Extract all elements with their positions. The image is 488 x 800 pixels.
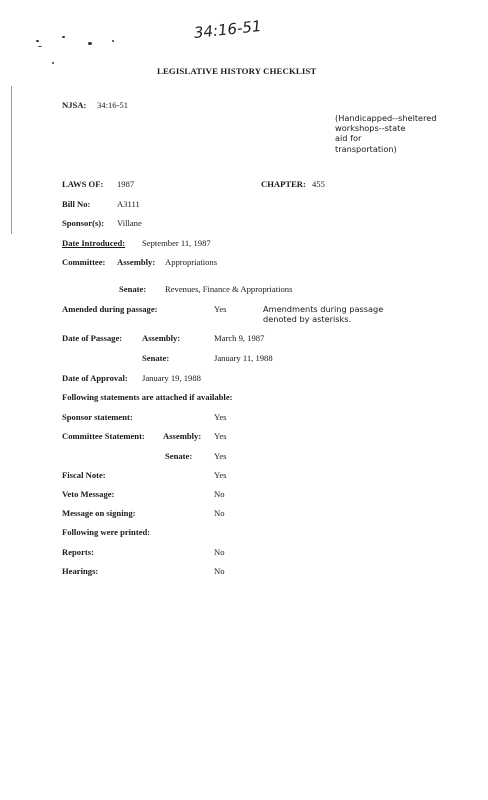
committee-statement-assembly-label: Assembly: xyxy=(163,431,202,441)
scan-speck xyxy=(36,40,39,42)
amended-value: Yes xyxy=(214,304,227,314)
committee-statement-assembly-value: Yes xyxy=(214,431,227,441)
bill-no-label: Bill No: xyxy=(62,199,91,209)
message-on-signing-value: No xyxy=(214,508,225,518)
committee-assembly-label: Assembly: xyxy=(117,257,156,267)
scan-speck xyxy=(112,40,114,42)
handwritten-reference: 34:16-51 xyxy=(193,16,263,42)
bill-no-value: A3111 xyxy=(117,199,140,209)
amended-note-line: Amendments during passage xyxy=(263,304,384,314)
amended-note xyxy=(263,304,403,324)
fiscal-note-label: Fiscal Note: xyxy=(62,470,106,480)
date-of-approval-value: January 19, 1988 xyxy=(142,373,201,383)
reports-value: No xyxy=(214,547,225,557)
date-introduced-value: September 11, 1987 xyxy=(142,238,211,248)
laws-of-label: LAWS OF: xyxy=(62,179,104,189)
passage-assembly-value: March 9, 1987 xyxy=(214,333,265,343)
subject-note-line: (Handicapped--sheltered xyxy=(335,113,437,123)
page-title: LEGISLATIVE HISTORY CHECKLIST xyxy=(157,66,317,76)
scan-edge-line xyxy=(11,86,12,234)
njsa-label: NJSA: xyxy=(62,100,87,110)
following-attached-heading: Following statements are attached if available: xyxy=(62,392,233,402)
committee-senate-label: Senate: xyxy=(119,284,147,294)
date-of-passage-label: Date of Passage: xyxy=(62,333,123,343)
subject-note-line: workshops--state xyxy=(335,123,406,134)
committee-senate-value: Revenues, Finance & Appropriations xyxy=(165,284,293,294)
date-introduced-label: Date Introduced: xyxy=(62,238,126,248)
subject-note-line: transportation) xyxy=(335,143,397,154)
committee-statement-senate-label: Senate: xyxy=(165,451,193,461)
scan-speck xyxy=(38,46,42,47)
chapter-value: 455 xyxy=(312,179,325,189)
date-of-approval-label: Date of Approval: xyxy=(62,373,128,383)
scan-speck xyxy=(62,36,65,38)
committee-statement-label: Committee Statement: xyxy=(62,431,145,441)
passage-assembly-label: Assembly: xyxy=(142,333,181,343)
veto-message-value: No xyxy=(214,489,225,499)
message-on-signing-label: Message on signing: xyxy=(62,508,136,518)
chapter-label: CHAPTER: xyxy=(261,179,306,189)
hearings-value: No xyxy=(214,566,225,576)
scan-speck xyxy=(52,62,54,64)
scan-speck xyxy=(88,42,92,45)
committee-statement-senate-value: Yes xyxy=(214,451,227,461)
sponsor-statement-value: Yes xyxy=(214,412,227,422)
amended-label: Amended during passage: xyxy=(62,304,158,314)
laws-of-value: 1987 xyxy=(117,179,135,189)
passage-senate-value: January 11, 1988 xyxy=(214,353,273,363)
fiscal-note-value: Yes xyxy=(214,470,227,480)
sponsors-label: Sponsor(s): xyxy=(62,218,105,228)
following-printed-heading: Following were printed: xyxy=(62,527,151,537)
njsa-value: 34:16-51 xyxy=(97,100,129,110)
sponsor-statement-label: Sponsor statement: xyxy=(62,412,133,422)
veto-message-label: Veto Message: xyxy=(62,489,115,499)
committee-label: Committee: xyxy=(62,257,106,267)
amended-note-line: denoted by asterisks. xyxy=(263,314,352,325)
committee-assembly-value: Appropriations xyxy=(165,257,218,267)
subject-note-line: aid for xyxy=(335,133,362,144)
sponsors-value: Villane xyxy=(117,218,142,228)
reports-label: Reports: xyxy=(62,547,94,557)
passage-senate-label: Senate: xyxy=(142,353,170,363)
hearings-label: Hearings: xyxy=(62,566,99,576)
subject-note xyxy=(335,113,455,154)
